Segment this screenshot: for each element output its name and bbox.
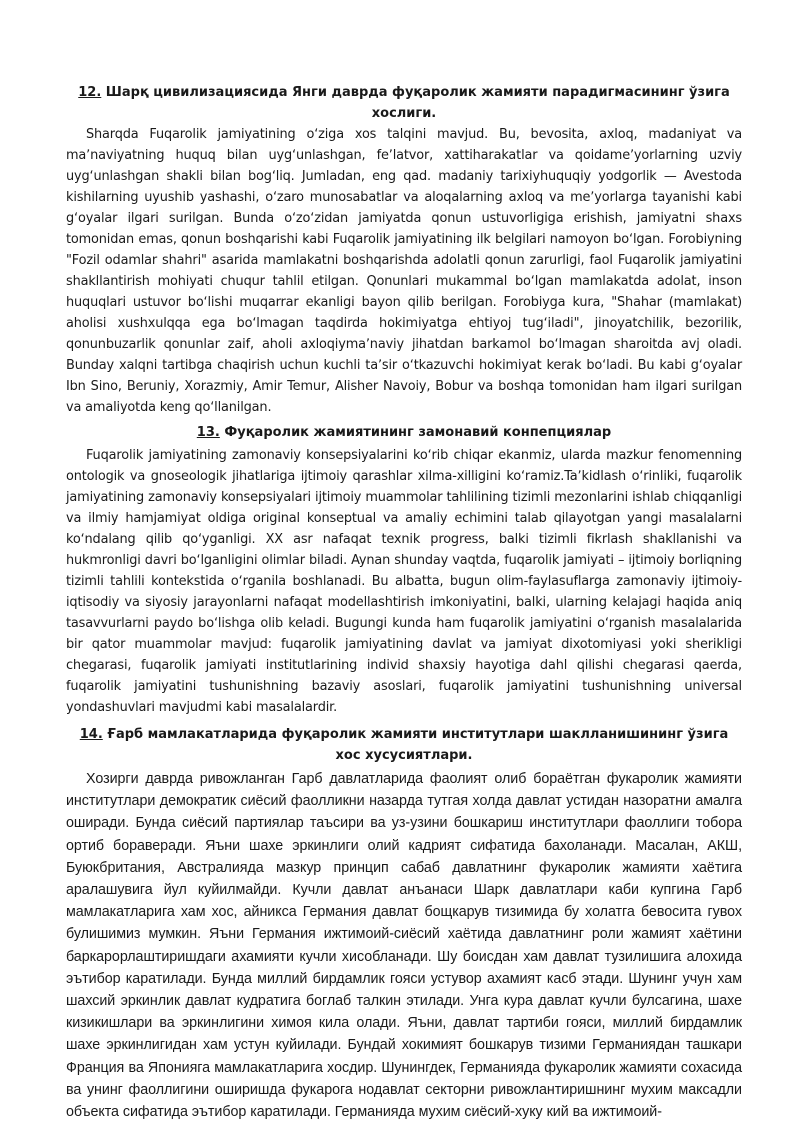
section-14-title: Ғарб мамлакатларида фуқаролик жамияти институтлари шаклланишининг ўзига хос хусусиятлари. [102, 727, 729, 763]
section-14-body: Хозирги даврда ривожланган Гарб давлатларида фаолият олиб бораётган фукаролик жамияти институтлари демократик сиёсий фаолликни назарда тутгая холда давлат устидан назоратни амалга оширади. Бунда сиёсий партиялар таъсири ва уз-узини бошкариш институтлари фаоллиги тобора ортиб бораверади. Яъни шахе эркинлиги олий кадрият сифатида бахоланади. Масалан, АКШ, Буюкбритания, Австралияда мазкур принцип сабаб давлатнинг фукаролик жамияти хаётига аралашувига йул куйилмайди. Кучли давлат анъанаси Шарк давлатлари каби купгина Гарб мамлакатларига хам хос, айникса Германия давлат бощкарув тизимида бу холатга бевосита гувох булишимиз мумкин. Яъни Германия ижтимоий-сиёсий хаётида давлатнинг роли жамият хаётини баркарорлаштиришдаги ахамияти кучли хисобланади. Шу боисдан хам давлат тузилишига алохида эътибор каратилади. Бунда миллий бирдамлик гояси устувор ахамият касб этади. Шунинг учун хам шахсий эркинлик давлат кудратига боглаб талкин этилади. Унга кура давлат кучли булсагина, шахе кизикишлари ва эркинлигини химоя кила олади. Яъни, давлат тартиби гояси, миллий бирдамлик шахе эркинлигидан хам устун куйилади. Бундай хокимият бошкарув тизими Германиядан ташкари Франция ва Японияга мамлакатларига хосдир. Шунингдек, Германияда фукаролик жамияти сохасида ва унинг фаоллигини оширишда фукарога нодавлат секторни ривожлантиришнинг мухим максадли объекта сифатида эътибор каратилади. Германияда мухим сиёсий-хуку кий ва ижтимоий- [66, 771, 742, 1121]
document-page [66, 82, 742, 1123]
section-13-heading [66, 422, 742, 443]
section-12-title: Шарқ цивилизациясида Янги даврда фуқаролик жамияти парадигмасининг ўзига хослиги. [101, 85, 730, 121]
section-12-body: Sharqda Fuqarolik jamiyatining oʻziga xos talqini mavjud. Bu, bevosita, axloq, madaniyat va maʼnaviyatning huquq bilan uygʻunlashgan, feʼlatvor, xattiharakatlar va qoidameʼyorlarning uzviy uygʻunlashgan shakli bilan bogʻliq. Jumladan, eng qad. madaniy tarixiyhuquqiy yodgorlik — Avestoda kishilarning uyushib yashashi, oʻzaro munosabatlar va aloqalarning axloq va meʼyorlarga tayanishi kabi gʻoyalar ilgari surilgan. Bunda oʻzoʻzidan jamiyatda qonun ustuvorligiga erishish, jamiyatni shaxs tomonidan emas, qonun boshqarishi kabi Fuqarolik jamiyatining ilk belgilari namoyon boʻlgan. Forobiyning "Fozil odamlar shahri" asarida mamlakatni boshqarishda adolatli qonun zarurligi, faol Fuqarolik jamiyatini shakllantirish mohiyati chuqur tahlil etilgan. Qonunlari mukammal boʻlgan mamlakatda adolat, inson huquqlari ustuvor boʻlishi muqarrar ekanligi bayon qilib berilgan. Forobiyga kura, "Shahar (mamlakat) aholisi xushxulqqa ega boʻlmagan taqdirda hokimiyatga ehtiyoj tugʻiladi", jinoyatchilik, bezorilik, qonunbuzarlik qonunlar zaif, aholi axloqiymaʼnaviy jihatdan barkamol boʻlmagan sharoitda avj oladi. Bunday xalqni tartibga chaqirish uchun kuchli taʼsir oʻtkazuvchi hokimiyat kerak boʻladi. Bu kabi gʻoyalar Ibn Sino, Beruniy, Xorazmiy, Amir Temur, Alisher Navoiy, Bobur va boshqa tomonidan ham ilgari surilgan va amaliyotda keng qoʻllanilgan. [66, 127, 742, 415]
section-12-heading [66, 82, 742, 124]
section-12-number: 12. [78, 85, 102, 100]
section-14-number: 14. [79, 727, 103, 742]
section-13-title: Фуқаролик жамиятининг замонавий конпепциялар [219, 425, 612, 440]
section-13-number: 13. [196, 425, 220, 440]
section-14-heading [66, 724, 742, 766]
section-13-body: Fuqarolik jamiyatining zamonaviy konsepsiyalarini koʻrib chiqar ekanmiz, ularda mazkur fenomenning ontologik va gnoseologik jihatlariga ijtimoiy qarashlar xilma-xilligini koʻramiz.Taʼkidlash oʻrinliki, fuqarolik jamiyatining zamonaviy konsepsiyalari ijtimoiy muammolar tahlilining tizimli mezonlarini ishlab chiqqanligi va ilmiy hamjamiyat oldiga original konseptual va amaliy echimini talab qilayotgan yangi masalalarni koʻndalang qilib qoʻyganligi. XX asr nafaqat texnik progress, balki tizimli fikrlash shakllanishi va hukmronligi davri boʻlganligini olimlar biladi. Aynan shunday vaqtda, fuqarolik jamiyati – ijtimoiy borliqning tizimli tahlili kontekstida oʻrganila boshlanadi. Bu albatta, bugun olim-faylasuflarga zamonaviy ijtimoiy- iqtisodiy va siyosiy jarayonlarni nafaqat modellashtirish imkoniyatini, balki, ularning kelajagi haqida aniq tasavvurlarni paydo boʻlishga olib keladi. Bugungi kunda ham fuqarolik jamiyatini oʻrganish masalalarida bir qator muammolar mavjud: fuqarolik jamiyatining davlat va jamiyat dixotomiyasi yoki sherikligi chegarasi, fuqarolik jamiyati institutlarining individ shaxsiy hayotiga dahl qilishi chegarasi qaerda, fuqarolik jamiyatini tushunishning bazaviy asoslari, fuqarolik jamiyatini tushunishning universal yondashuvlari mavjudmi kabi masalalardir. [66, 448, 742, 715]
